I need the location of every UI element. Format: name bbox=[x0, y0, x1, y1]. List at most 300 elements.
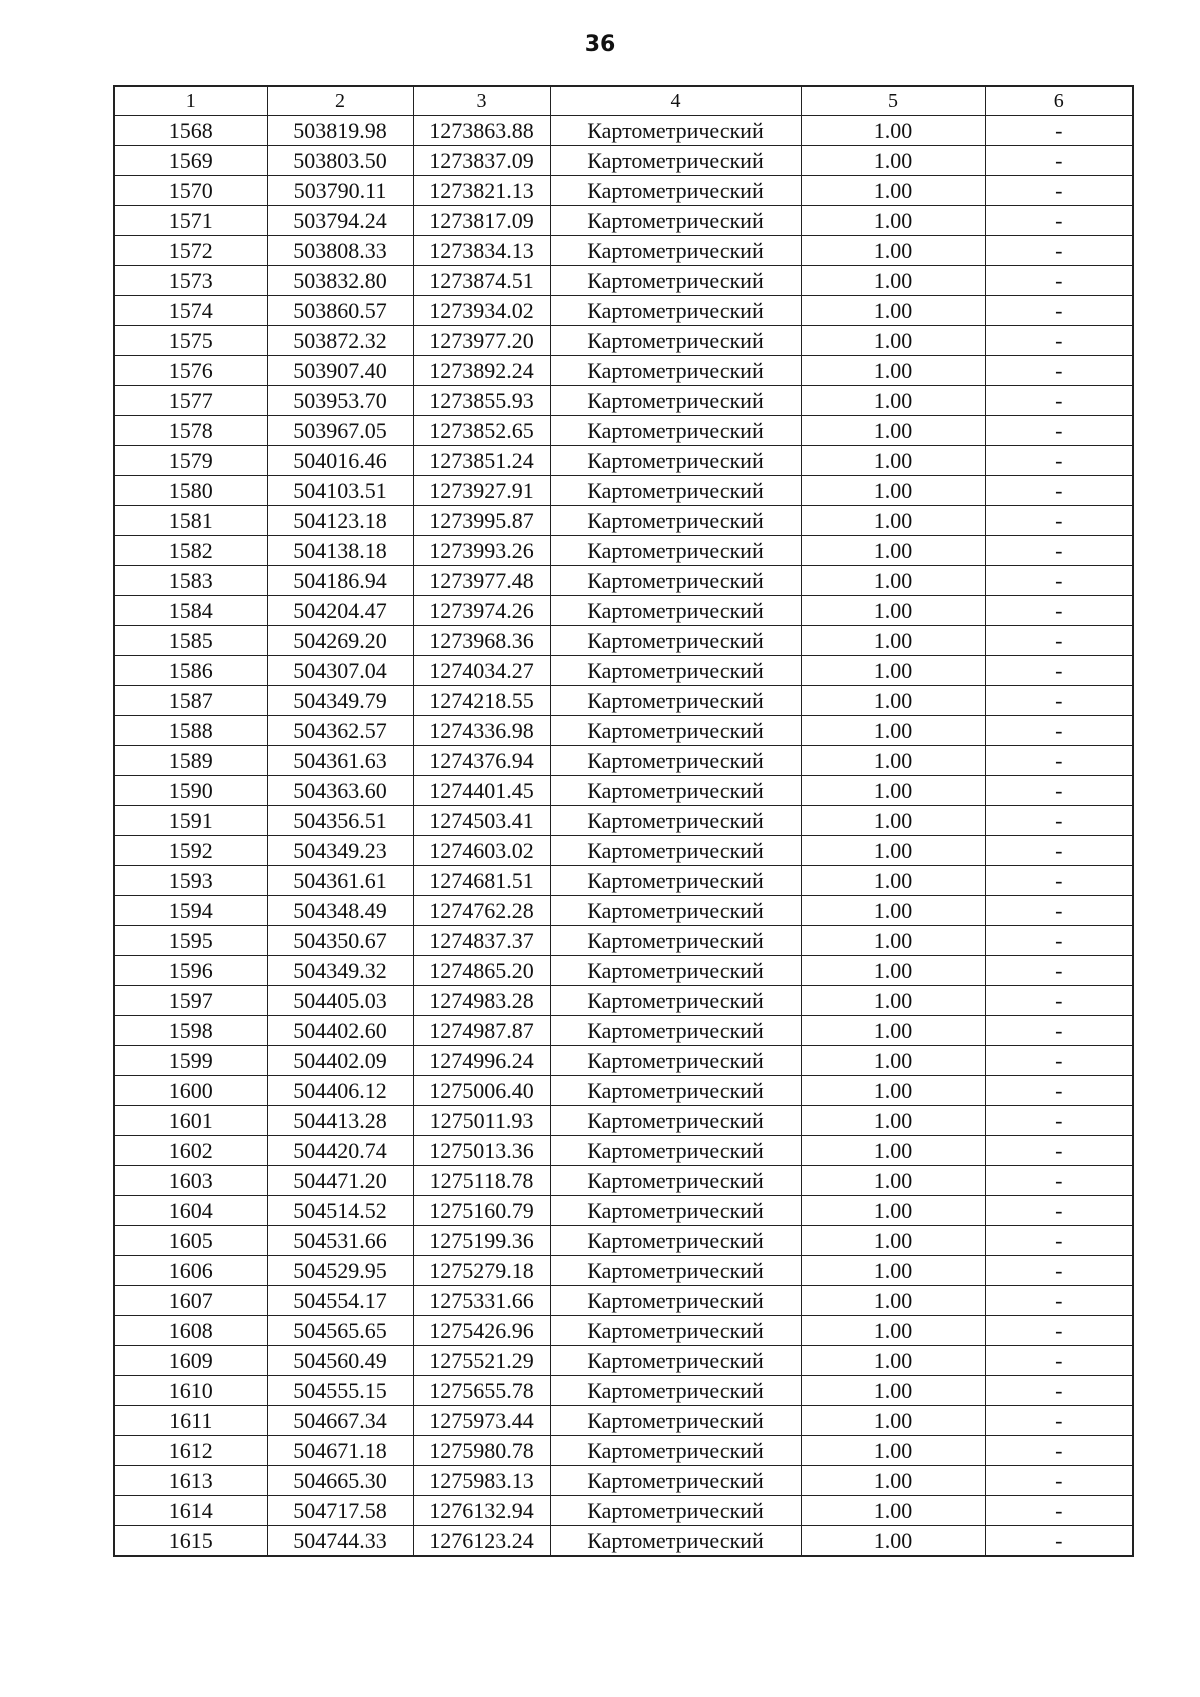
y-coordinate-cell: 1275199.36 bbox=[413, 1226, 550, 1256]
point-number-cell: 1602 bbox=[114, 1136, 267, 1166]
y-coordinate-cell: 1275980.78 bbox=[413, 1436, 550, 1466]
x-coordinate-cell: 503872.32 bbox=[267, 326, 413, 356]
note-cell: - bbox=[985, 1526, 1133, 1557]
method-cell: Картометрический bbox=[550, 1136, 801, 1166]
table-row bbox=[114, 1166, 1133, 1196]
y-coordinate-cell: 1273968.36 bbox=[413, 626, 550, 656]
method-cell: Картометрический bbox=[550, 206, 801, 236]
method-cell: Картометрический bbox=[550, 176, 801, 206]
x-coordinate-cell: 504665.30 bbox=[267, 1466, 413, 1496]
accuracy-cell: 1.00 bbox=[801, 566, 985, 596]
accuracy-cell: 1.00 bbox=[801, 686, 985, 716]
accuracy-cell: 1.00 bbox=[801, 176, 985, 206]
accuracy-cell: 1.00 bbox=[801, 986, 985, 1016]
method-cell: Картометрический bbox=[550, 806, 801, 836]
accuracy-cell: 1.00 bbox=[801, 656, 985, 686]
note-cell: - bbox=[985, 776, 1133, 806]
y-coordinate-cell: 1273837.09 bbox=[413, 146, 550, 176]
y-coordinate-cell: 1275521.29 bbox=[413, 1346, 550, 1376]
accuracy-cell: 1.00 bbox=[801, 356, 985, 386]
x-coordinate-cell: 504123.18 bbox=[267, 506, 413, 536]
table-row bbox=[114, 476, 1133, 506]
method-cell: Картометрический bbox=[550, 746, 801, 776]
note-cell: - bbox=[985, 1496, 1133, 1526]
x-coordinate-cell: 504186.94 bbox=[267, 566, 413, 596]
x-coordinate-cell: 504531.66 bbox=[267, 1226, 413, 1256]
table-row bbox=[114, 236, 1133, 266]
table-row bbox=[114, 386, 1133, 416]
point-number-cell: 1601 bbox=[114, 1106, 267, 1136]
point-number-cell: 1613 bbox=[114, 1466, 267, 1496]
accuracy-cell: 1.00 bbox=[801, 956, 985, 986]
y-coordinate-cell: 1273821.13 bbox=[413, 176, 550, 206]
accuracy-cell: 1.00 bbox=[801, 1046, 985, 1076]
x-coordinate-cell: 504402.60 bbox=[267, 1016, 413, 1046]
method-cell: Картометрический bbox=[550, 566, 801, 596]
y-coordinate-cell: 1274987.87 bbox=[413, 1016, 550, 1046]
table-row bbox=[114, 806, 1133, 836]
table-row bbox=[114, 776, 1133, 806]
y-coordinate-cell: 1275331.66 bbox=[413, 1286, 550, 1316]
accuracy-cell: 1.00 bbox=[801, 1136, 985, 1166]
y-coordinate-cell: 1273892.24 bbox=[413, 356, 550, 386]
accuracy-cell: 1.00 bbox=[801, 476, 985, 506]
note-cell: - bbox=[985, 716, 1133, 746]
accuracy-cell: 1.00 bbox=[801, 266, 985, 296]
accuracy-cell: 1.00 bbox=[801, 776, 985, 806]
y-coordinate-cell: 1274681.51 bbox=[413, 866, 550, 896]
table-row bbox=[114, 1046, 1133, 1076]
method-cell: Картометрический bbox=[550, 596, 801, 626]
y-coordinate-cell: 1273977.48 bbox=[413, 566, 550, 596]
x-coordinate-cell: 504361.63 bbox=[267, 746, 413, 776]
method-cell: Картометрический bbox=[550, 986, 801, 1016]
accuracy-cell: 1.00 bbox=[801, 1256, 985, 1286]
note-cell: - bbox=[985, 926, 1133, 956]
table-row bbox=[114, 926, 1133, 956]
x-coordinate-cell: 503790.11 bbox=[267, 176, 413, 206]
note-cell: - bbox=[985, 1256, 1133, 1286]
point-number-cell: 1593 bbox=[114, 866, 267, 896]
y-coordinate-cell: 1273993.26 bbox=[413, 536, 550, 566]
table-row bbox=[114, 566, 1133, 596]
accuracy-cell: 1.00 bbox=[801, 1166, 985, 1196]
table-row bbox=[114, 176, 1133, 206]
x-coordinate-cell: 504667.34 bbox=[267, 1406, 413, 1436]
point-number-cell: 1568 bbox=[114, 116, 267, 146]
method-cell: Картометрический bbox=[550, 416, 801, 446]
y-coordinate-cell: 1273851.24 bbox=[413, 446, 550, 476]
x-coordinate-cell: 504413.28 bbox=[267, 1106, 413, 1136]
accuracy-cell: 1.00 bbox=[801, 806, 985, 836]
accuracy-cell: 1.00 bbox=[801, 1436, 985, 1466]
note-cell: - bbox=[985, 266, 1133, 296]
x-coordinate-cell: 504356.51 bbox=[267, 806, 413, 836]
point-number-cell: 1585 bbox=[114, 626, 267, 656]
point-number-cell: 1587 bbox=[114, 686, 267, 716]
note-cell: - bbox=[985, 566, 1133, 596]
x-coordinate-cell: 504349.79 bbox=[267, 686, 413, 716]
point-number-cell: 1610 bbox=[114, 1376, 267, 1406]
method-cell: Картометрический bbox=[550, 926, 801, 956]
accuracy-cell: 1.00 bbox=[801, 446, 985, 476]
x-coordinate-cell: 504514.52 bbox=[267, 1196, 413, 1226]
y-coordinate-cell: 1275983.13 bbox=[413, 1466, 550, 1496]
table-row bbox=[114, 1226, 1133, 1256]
point-number-cell: 1583 bbox=[114, 566, 267, 596]
x-coordinate-cell: 504349.23 bbox=[267, 836, 413, 866]
x-coordinate-cell: 504717.58 bbox=[267, 1496, 413, 1526]
point-number-cell: 1614 bbox=[114, 1496, 267, 1526]
note-cell: - bbox=[985, 866, 1133, 896]
point-number-cell: 1600 bbox=[114, 1076, 267, 1106]
accuracy-cell: 1.00 bbox=[801, 1286, 985, 1316]
accuracy-cell: 1.00 bbox=[801, 146, 985, 176]
method-cell: Картометрический bbox=[550, 1196, 801, 1226]
note-cell: - bbox=[985, 1196, 1133, 1226]
point-number-cell: 1599 bbox=[114, 1046, 267, 1076]
point-number-cell: 1588 bbox=[114, 716, 267, 746]
note-cell: - bbox=[985, 986, 1133, 1016]
note-cell: - bbox=[985, 806, 1133, 836]
y-coordinate-cell: 1276132.94 bbox=[413, 1496, 550, 1526]
point-number-cell: 1574 bbox=[114, 296, 267, 326]
y-coordinate-cell: 1274603.02 bbox=[413, 836, 550, 866]
method-cell: Картометрический bbox=[550, 1436, 801, 1466]
table-row bbox=[114, 116, 1133, 146]
y-coordinate-cell: 1275426.96 bbox=[413, 1316, 550, 1346]
note-cell: - bbox=[985, 1376, 1133, 1406]
note-cell: - bbox=[985, 356, 1133, 386]
point-number-cell: 1569 bbox=[114, 146, 267, 176]
accuracy-cell: 1.00 bbox=[801, 1226, 985, 1256]
table-row bbox=[114, 596, 1133, 626]
point-number-cell: 1598 bbox=[114, 1016, 267, 1046]
note-cell: - bbox=[985, 686, 1133, 716]
y-coordinate-cell: 1275013.36 bbox=[413, 1136, 550, 1166]
y-coordinate-cell: 1275973.44 bbox=[413, 1406, 550, 1436]
point-number-cell: 1589 bbox=[114, 746, 267, 776]
y-coordinate-cell: 1274401.45 bbox=[413, 776, 550, 806]
accuracy-cell: 1.00 bbox=[801, 206, 985, 236]
point-number-cell: 1570 bbox=[114, 176, 267, 206]
method-cell: Картометрический bbox=[550, 296, 801, 326]
x-coordinate-cell: 504402.09 bbox=[267, 1046, 413, 1076]
table-row bbox=[114, 716, 1133, 746]
note-cell: - bbox=[985, 1226, 1133, 1256]
y-coordinate-cell: 1274336.98 bbox=[413, 716, 550, 746]
x-coordinate-cell: 504560.49 bbox=[267, 1346, 413, 1376]
method-cell: Картометрический bbox=[550, 1316, 801, 1346]
page-number: 36 bbox=[584, 32, 616, 57]
point-number-cell: 1594 bbox=[114, 896, 267, 926]
method-cell: Картометрический bbox=[550, 1226, 801, 1256]
accuracy-cell: 1.00 bbox=[801, 1406, 985, 1436]
table-row bbox=[114, 446, 1133, 476]
table-row bbox=[114, 146, 1133, 176]
method-cell: Картометрический bbox=[550, 1376, 801, 1406]
note-cell: - bbox=[985, 836, 1133, 866]
accuracy-cell: 1.00 bbox=[801, 536, 985, 566]
x-coordinate-cell: 503803.50 bbox=[267, 146, 413, 176]
x-coordinate-cell: 503808.33 bbox=[267, 236, 413, 266]
note-cell: - bbox=[985, 446, 1133, 476]
x-coordinate-cell: 503832.80 bbox=[267, 266, 413, 296]
x-coordinate-cell: 503860.57 bbox=[267, 296, 413, 326]
accuracy-cell: 1.00 bbox=[801, 1376, 985, 1406]
point-number-cell: 1579 bbox=[114, 446, 267, 476]
y-coordinate-cell: 1273874.51 bbox=[413, 266, 550, 296]
y-coordinate-cell: 1274865.20 bbox=[413, 956, 550, 986]
table-row bbox=[114, 326, 1133, 356]
table-row bbox=[114, 746, 1133, 776]
point-number-cell: 1592 bbox=[114, 836, 267, 866]
note-cell: - bbox=[985, 1076, 1133, 1106]
accuracy-cell: 1.00 bbox=[801, 1346, 985, 1376]
accuracy-cell: 1.00 bbox=[801, 116, 985, 146]
table-row bbox=[114, 1196, 1133, 1226]
method-cell: Картометрический bbox=[550, 1286, 801, 1316]
table-row bbox=[114, 1316, 1133, 1346]
point-number-cell: 1609 bbox=[114, 1346, 267, 1376]
point-number-cell: 1577 bbox=[114, 386, 267, 416]
table-row bbox=[114, 1526, 1133, 1557]
point-number-cell: 1591 bbox=[114, 806, 267, 836]
note-cell: - bbox=[985, 1016, 1133, 1046]
y-coordinate-cell: 1273927.91 bbox=[413, 476, 550, 506]
point-number-cell: 1578 bbox=[114, 416, 267, 446]
table-header-row bbox=[114, 86, 1133, 116]
accuracy-cell: 1.00 bbox=[801, 626, 985, 656]
y-coordinate-cell: 1273817.09 bbox=[413, 206, 550, 236]
table-row bbox=[114, 506, 1133, 536]
y-coordinate-cell: 1273977.20 bbox=[413, 326, 550, 356]
note-cell: - bbox=[985, 146, 1133, 176]
accuracy-cell: 1.00 bbox=[801, 296, 985, 326]
method-cell: Картометрический bbox=[550, 536, 801, 566]
y-coordinate-cell: 1275011.93 bbox=[413, 1106, 550, 1136]
method-cell: Картометрический bbox=[550, 836, 801, 866]
table-row bbox=[114, 896, 1133, 926]
y-coordinate-cell: 1274983.28 bbox=[413, 986, 550, 1016]
y-coordinate-cell: 1273863.88 bbox=[413, 116, 550, 146]
x-coordinate-cell: 504269.20 bbox=[267, 626, 413, 656]
point-number-cell: 1586 bbox=[114, 656, 267, 686]
method-cell: Картометрический bbox=[550, 1106, 801, 1136]
table-row bbox=[114, 1346, 1133, 1376]
accuracy-cell: 1.00 bbox=[801, 716, 985, 746]
column-header-3: 3 bbox=[413, 86, 550, 116]
x-coordinate-cell: 504361.61 bbox=[267, 866, 413, 896]
method-cell: Картометрический bbox=[550, 896, 801, 926]
y-coordinate-cell: 1274376.94 bbox=[413, 746, 550, 776]
table-row bbox=[114, 1256, 1133, 1286]
x-coordinate-cell: 504348.49 bbox=[267, 896, 413, 926]
table-header bbox=[114, 86, 1133, 116]
point-number-cell: 1605 bbox=[114, 1226, 267, 1256]
table-row bbox=[114, 356, 1133, 386]
table-row bbox=[114, 1106, 1133, 1136]
point-number-cell: 1575 bbox=[114, 326, 267, 356]
x-coordinate-cell: 504405.03 bbox=[267, 986, 413, 1016]
accuracy-cell: 1.00 bbox=[801, 896, 985, 926]
note-cell: - bbox=[985, 476, 1133, 506]
point-number-cell: 1596 bbox=[114, 956, 267, 986]
y-coordinate-cell: 1275279.18 bbox=[413, 1256, 550, 1286]
table-row bbox=[114, 866, 1133, 896]
accuracy-cell: 1.00 bbox=[801, 1526, 985, 1557]
accuracy-cell: 1.00 bbox=[801, 836, 985, 866]
x-coordinate-cell: 504307.04 bbox=[267, 656, 413, 686]
y-coordinate-cell: 1275160.79 bbox=[413, 1196, 550, 1226]
x-coordinate-cell: 503794.24 bbox=[267, 206, 413, 236]
method-cell: Картометрический bbox=[550, 506, 801, 536]
method-cell: Картометрический bbox=[550, 146, 801, 176]
method-cell: Картометрический bbox=[550, 236, 801, 266]
method-cell: Картометрический bbox=[550, 656, 801, 686]
x-coordinate-cell: 504744.33 bbox=[267, 1526, 413, 1557]
method-cell: Картометрический bbox=[550, 1046, 801, 1076]
method-cell: Картометрический bbox=[550, 776, 801, 806]
note-cell: - bbox=[985, 386, 1133, 416]
y-coordinate-cell: 1273852.65 bbox=[413, 416, 550, 446]
method-cell: Картометрический bbox=[550, 1526, 801, 1557]
note-cell: - bbox=[985, 176, 1133, 206]
table-row bbox=[114, 1466, 1133, 1496]
accuracy-cell: 1.00 bbox=[801, 326, 985, 356]
accuracy-cell: 1.00 bbox=[801, 926, 985, 956]
point-number-cell: 1580 bbox=[114, 476, 267, 506]
point-number-cell: 1606 bbox=[114, 1256, 267, 1286]
method-cell: Картометрический bbox=[550, 266, 801, 296]
table-row bbox=[114, 836, 1133, 866]
accuracy-cell: 1.00 bbox=[801, 1106, 985, 1136]
note-cell: - bbox=[985, 1406, 1133, 1436]
x-coordinate-cell: 504363.60 bbox=[267, 776, 413, 806]
method-cell: Картометрический bbox=[550, 1016, 801, 1046]
y-coordinate-cell: 1273934.02 bbox=[413, 296, 550, 326]
note-cell: - bbox=[985, 296, 1133, 326]
table-row bbox=[114, 266, 1133, 296]
y-coordinate-cell: 1274762.28 bbox=[413, 896, 550, 926]
point-number-cell: 1607 bbox=[114, 1286, 267, 1316]
coordinates-table-container bbox=[113, 85, 1132, 1557]
x-coordinate-cell: 504349.32 bbox=[267, 956, 413, 986]
accuracy-cell: 1.00 bbox=[801, 1196, 985, 1226]
y-coordinate-cell: 1275006.40 bbox=[413, 1076, 550, 1106]
accuracy-cell: 1.00 bbox=[801, 596, 985, 626]
method-cell: Картометрический bbox=[550, 686, 801, 716]
note-cell: - bbox=[985, 1166, 1133, 1196]
x-coordinate-cell: 504350.67 bbox=[267, 926, 413, 956]
point-number-cell: 1611 bbox=[114, 1406, 267, 1436]
point-number-cell: 1615 bbox=[114, 1526, 267, 1557]
note-cell: - bbox=[985, 116, 1133, 146]
y-coordinate-cell: 1275655.78 bbox=[413, 1376, 550, 1406]
method-cell: Картометрический bbox=[550, 386, 801, 416]
note-cell: - bbox=[985, 596, 1133, 626]
x-coordinate-cell: 504420.74 bbox=[267, 1136, 413, 1166]
point-number-cell: 1608 bbox=[114, 1316, 267, 1346]
point-number-cell: 1584 bbox=[114, 596, 267, 626]
accuracy-cell: 1.00 bbox=[801, 1076, 985, 1106]
method-cell: Картометрический bbox=[550, 326, 801, 356]
point-number-cell: 1597 bbox=[114, 986, 267, 1016]
y-coordinate-cell: 1274996.24 bbox=[413, 1046, 550, 1076]
table-row bbox=[114, 1286, 1133, 1316]
method-cell: Картометрический bbox=[550, 626, 801, 656]
y-coordinate-cell: 1274034.27 bbox=[413, 656, 550, 686]
note-cell: - bbox=[985, 536, 1133, 566]
accuracy-cell: 1.00 bbox=[801, 1016, 985, 1046]
x-coordinate-cell: 504362.57 bbox=[267, 716, 413, 746]
note-cell: - bbox=[985, 656, 1133, 686]
accuracy-cell: 1.00 bbox=[801, 1316, 985, 1346]
y-coordinate-cell: 1273995.87 bbox=[413, 506, 550, 536]
x-coordinate-cell: 504671.18 bbox=[267, 1436, 413, 1466]
method-cell: Картометрический bbox=[550, 476, 801, 506]
column-header-1: 1 bbox=[114, 86, 267, 116]
table-body bbox=[114, 116, 1133, 1557]
x-coordinate-cell: 504555.15 bbox=[267, 1376, 413, 1406]
x-coordinate-cell: 503967.05 bbox=[267, 416, 413, 446]
method-cell: Картометрический bbox=[550, 1466, 801, 1496]
table-row bbox=[114, 686, 1133, 716]
method-cell: Картометрический bbox=[550, 1496, 801, 1526]
x-coordinate-cell: 503819.98 bbox=[267, 116, 413, 146]
note-cell: - bbox=[985, 236, 1133, 266]
table-row bbox=[114, 416, 1133, 446]
table-row bbox=[114, 656, 1133, 686]
point-number-cell: 1595 bbox=[114, 926, 267, 956]
y-coordinate-cell: 1273834.13 bbox=[413, 236, 550, 266]
point-number-cell: 1581 bbox=[114, 506, 267, 536]
method-cell: Картометрический bbox=[550, 1166, 801, 1196]
table-row bbox=[114, 1436, 1133, 1466]
x-coordinate-cell: 503907.40 bbox=[267, 356, 413, 386]
note-cell: - bbox=[985, 1466, 1133, 1496]
x-coordinate-cell: 504016.46 bbox=[267, 446, 413, 476]
point-number-cell: 1582 bbox=[114, 536, 267, 566]
y-coordinate-cell: 1273855.93 bbox=[413, 386, 550, 416]
column-header-5: 5 bbox=[801, 86, 985, 116]
x-coordinate-cell: 504471.20 bbox=[267, 1166, 413, 1196]
y-coordinate-cell: 1274503.41 bbox=[413, 806, 550, 836]
accuracy-cell: 1.00 bbox=[801, 506, 985, 536]
method-cell: Картометрический bbox=[550, 446, 801, 476]
table-row bbox=[114, 1076, 1133, 1106]
point-number-cell: 1603 bbox=[114, 1166, 267, 1196]
note-cell: - bbox=[985, 956, 1133, 986]
y-coordinate-cell: 1274218.55 bbox=[413, 686, 550, 716]
point-number-cell: 1571 bbox=[114, 206, 267, 236]
table-row bbox=[114, 1136, 1133, 1166]
y-coordinate-cell: 1274837.37 bbox=[413, 926, 550, 956]
column-header-2: 2 bbox=[267, 86, 413, 116]
x-coordinate-cell: 504565.65 bbox=[267, 1316, 413, 1346]
accuracy-cell: 1.00 bbox=[801, 236, 985, 266]
note-cell: - bbox=[985, 206, 1133, 236]
method-cell: Картометрический bbox=[550, 116, 801, 146]
method-cell: Картометрический bbox=[550, 1406, 801, 1436]
method-cell: Картометрический bbox=[550, 956, 801, 986]
x-coordinate-cell: 504138.18 bbox=[267, 536, 413, 566]
method-cell: Картометрический bbox=[550, 1076, 801, 1106]
point-number-cell: 1576 bbox=[114, 356, 267, 386]
x-coordinate-cell: 504204.47 bbox=[267, 596, 413, 626]
note-cell: - bbox=[985, 1136, 1133, 1166]
y-coordinate-cell: 1275118.78 bbox=[413, 1166, 550, 1196]
